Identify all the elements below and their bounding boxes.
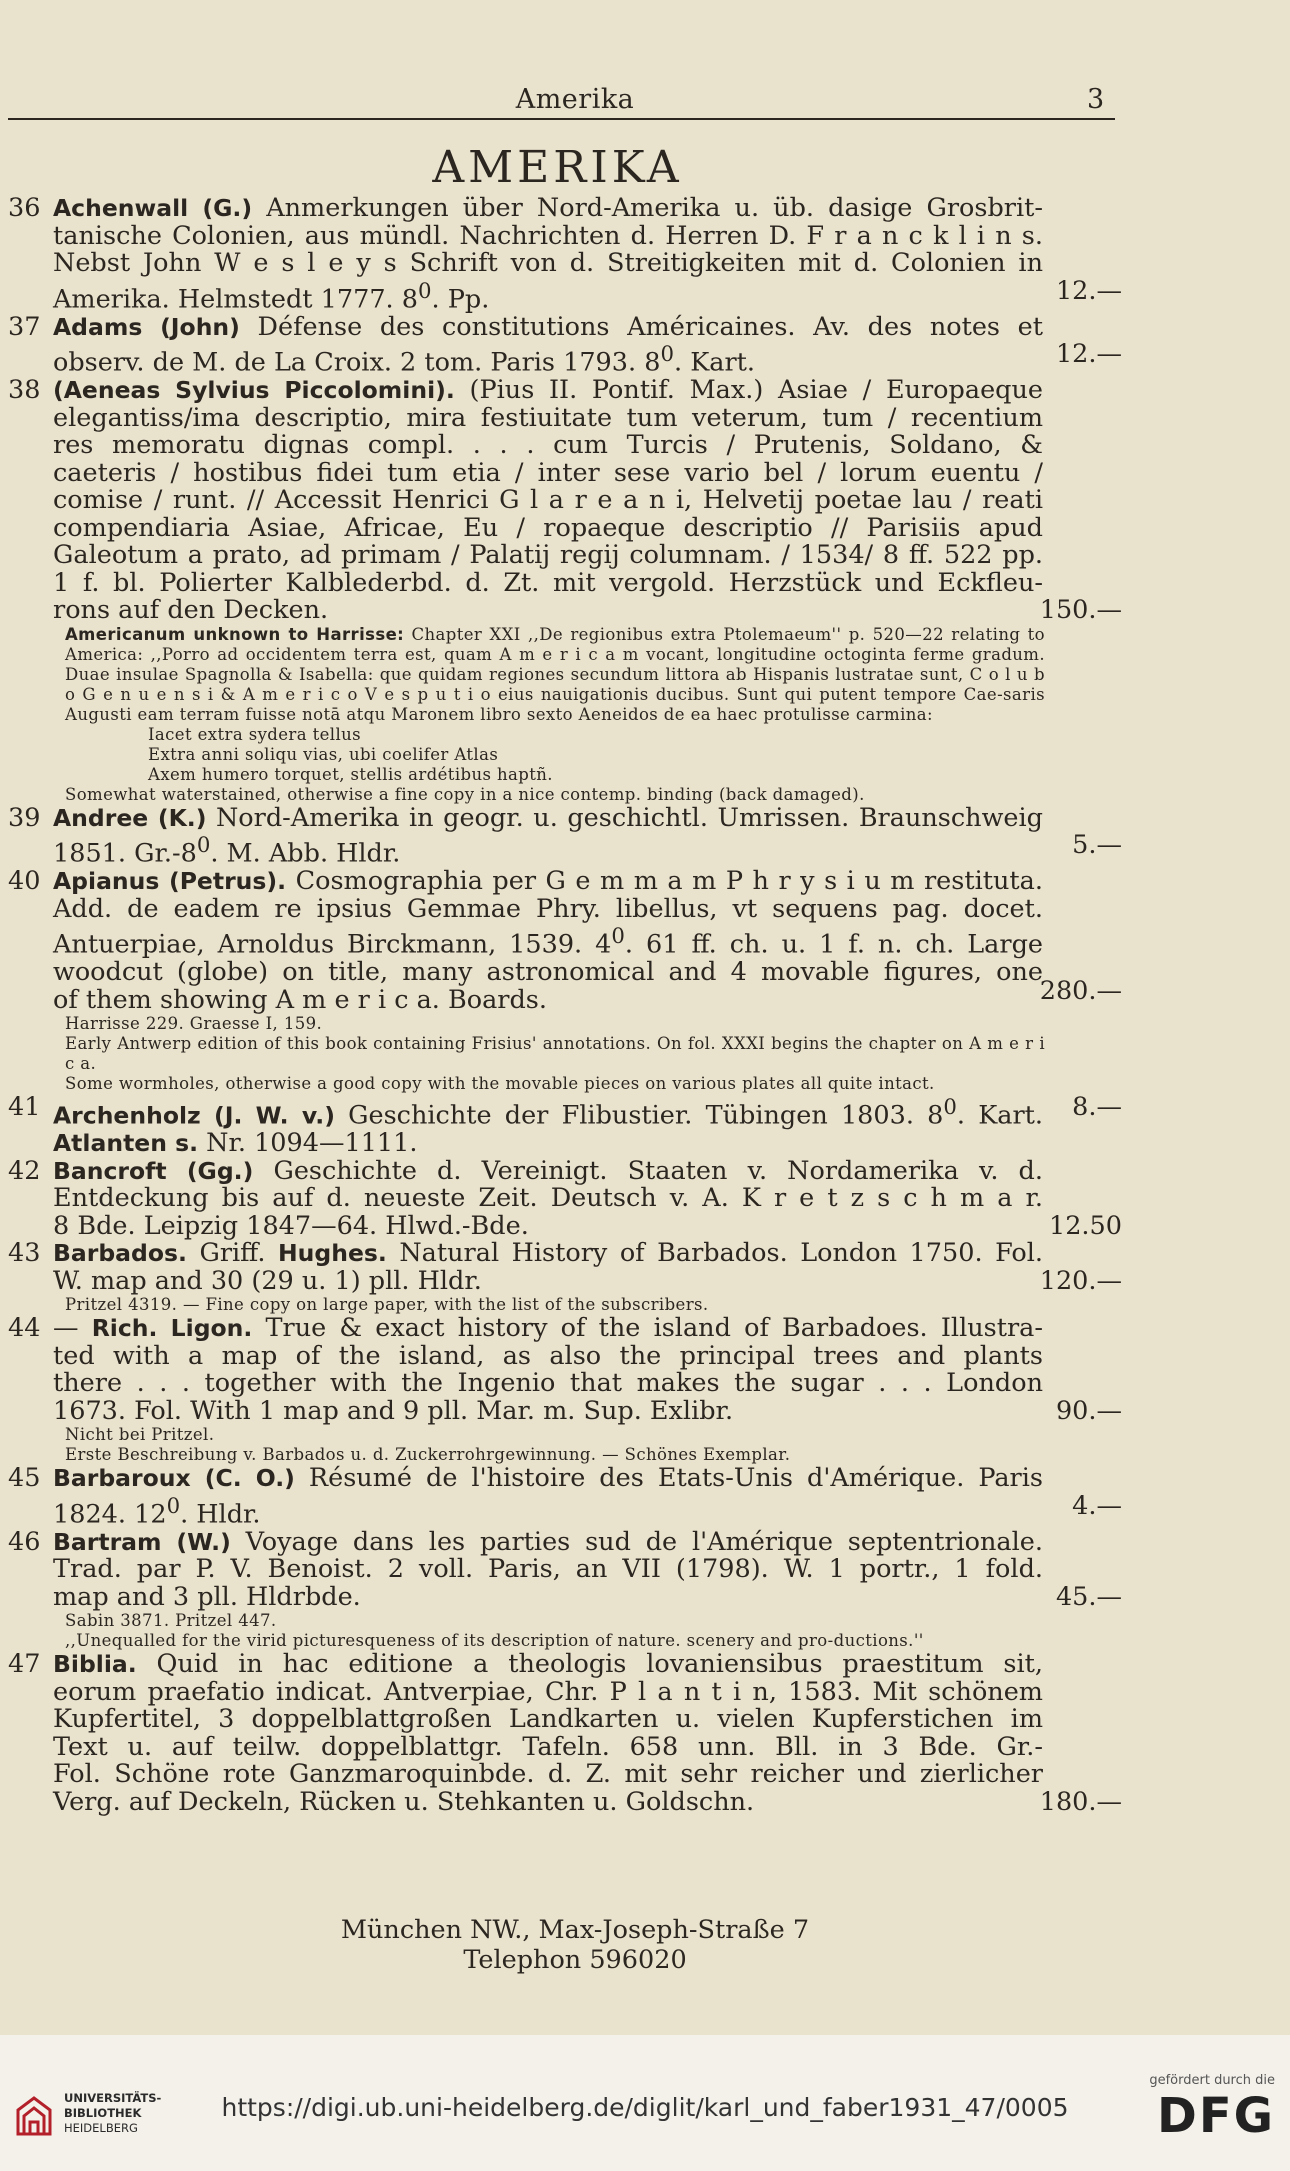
entry-line: tanische Colonien, aus mündl. Nachrichten d. Herren D. F r a n c k l i n s. xyxy=(53,220,1043,251)
page-number: 3 xyxy=(1087,84,1105,115)
entry-line: Apianus (Petrus). Cosmographia per G e m m a m P h r y s i u m restituta. xyxy=(53,866,1043,896)
section-heading: AMERIKA xyxy=(432,142,683,193)
entry-line: Fol. Schöne rote Ganzmaroquinbde. d. Z. mit sehr reicher und zierlicher xyxy=(53,1759,1043,1789)
verse-line: Extra anni soliqu vias, ubi coelifer Atlas xyxy=(148,744,499,764)
entry-line: comise / runt. // Accessit Henrici G l a r e a n i, Helvetij poetae lau / reati xyxy=(53,485,1043,515)
entry-line: of them showing A m e r i c a. Boards. xyxy=(53,984,548,1015)
entry-note: Harrisse 229. Graesse I, 159. xyxy=(65,1014,323,1033)
entry-line: there . . . together with the Ingenio that makes the sugar . . . London xyxy=(53,1368,1043,1398)
entry-line: rons auf den Decken. xyxy=(53,595,329,625)
library-line-2: BIBLIOTHEK xyxy=(64,2106,142,2120)
entry-line: Entdeckung bis auf d. neueste Zeit. Deutsch v. A. K r e t z s c h m a r. xyxy=(53,1183,1043,1213)
entry-price: 12.— xyxy=(1055,275,1122,306)
entry-price: 8.— xyxy=(1072,1092,1122,1122)
running-head xyxy=(0,84,1290,124)
entry-number: 47 xyxy=(8,1649,41,1679)
entry-description xyxy=(53,1315,1043,1425)
entry-note: Somewhat waterstained, otherwise a fine copy in a nice contemp. binding (back damaged). xyxy=(65,784,865,804)
entry-line: observ. de M. de La Croix. 2 tom. Paris 1793. $8^0$. Kart. xyxy=(53,342,755,378)
entry-line: Add. de eadem re ipsius Gemmae Phry. libellus, vt sequens pag. docet. xyxy=(53,893,1043,924)
verse-line: Axem humero torquet, stellis ardétibus haptñ. xyxy=(148,764,553,784)
entry-price: 5.— xyxy=(1072,830,1122,860)
catalog-entry xyxy=(8,311,1130,378)
entry-line: ted with a map of the island, as also the principal trees and plants xyxy=(53,1340,1043,1371)
entry-note: ,,Unequalled for the virid picturesqueness of its description of nature. scenery and pro-ductions.'' xyxy=(65,1631,924,1650)
entry-line: Barbados. Griff. Hughes. Natural History of Barbados. London 1750. Fol. xyxy=(53,1238,1043,1268)
entry-note: Pritzel 4319. — Fine copy on large paper, with the list of the subscribers. xyxy=(65,1295,709,1314)
entry-note: Sabin 3871. Pritzel 447. xyxy=(65,1611,277,1630)
entry-number: 36 xyxy=(8,193,41,223)
entry-description xyxy=(53,1465,1043,1529)
entry-line: elegantiss/ima descriptio, mira festiuitate tum veterum, tum / recentium xyxy=(53,402,1043,433)
entry-line: — Rich. Ligon. True & exact history of the island of Barbadoes. Illustra- xyxy=(53,1313,1043,1343)
entry-line: woodcut (globe) on title, many astronomical and 4 movable figures, one xyxy=(53,957,1043,987)
entry-line: Adams (John) Défense des constitutions Américaines. Av. des notes et xyxy=(53,311,1044,342)
running-title: Amerika xyxy=(515,84,635,115)
funding-note: gefördert durch die xyxy=(1149,2073,1275,2088)
entry-description xyxy=(53,377,1043,625)
dealer-telephone: Telephon 596020 xyxy=(463,1945,687,1975)
catalog-entry xyxy=(8,1315,1130,1465)
entry-description xyxy=(53,868,1043,1014)
entry-line: eorum praefatio indicat. Antverpiae, Chr. P l a n t i n, 1583. Mit schönem xyxy=(53,1676,1043,1707)
entry-line: Nebst John W e s l e y s Schrift von d. Streitigkeiten mit d. Colonien in xyxy=(53,248,1043,278)
catalog-entry xyxy=(8,802,1130,869)
entry-description xyxy=(53,1651,1043,1816)
entry-line: res memoratu dignas compl. . . . cum Turcis / Prutenis, Soldano, & xyxy=(53,430,1043,460)
entry-number: 42 xyxy=(8,1155,41,1186)
entry-line: 8 Bde. Leipzig 1847—64. Hlwd.-Bde. xyxy=(53,1210,529,1241)
entry-line: Atlanten s. Nr. 1094—1111. xyxy=(53,1128,418,1158)
entry-line: Andree (K.) Nord-Amerika in geogr. u. geschichtl. Umrissen. Braunschweig xyxy=(53,802,1043,833)
entry-line: Bancroft (Gg.) Geschichte d. Vereinigt. Staaten v. Nordamerika v. d. xyxy=(53,1155,1043,1186)
entry-line: Barbaroux (C. O.) Résumé de l'histoire des Etats-Unis d'Amérique. Paris xyxy=(53,1463,1043,1493)
entry-price: 120.— xyxy=(1039,1265,1122,1296)
verse-line: Iacet extra sydera tellus xyxy=(148,724,362,744)
entry-note: Some wormholes, otherwise a good copy with the movable pieces on various plates all quite intact. xyxy=(65,1074,935,1093)
entry-description xyxy=(53,1240,1043,1295)
entry-price: 45.— xyxy=(1055,1581,1122,1612)
entry-line: 1851. $Gr.-8^0$. M. Abb. Hldr. xyxy=(53,833,401,869)
entry-line: Biblia. Quid in hac editione a theologis lovaniensibus praestitum sit, xyxy=(53,1649,1043,1679)
entry-note: Nicht bei Pritzel. xyxy=(65,1425,215,1444)
entry-number: 38 xyxy=(8,375,41,405)
entry-line: caeteris / hostibus fidei tum etia / inter sese vario bel / lorum euentu / xyxy=(53,457,1043,488)
catalog-entry xyxy=(8,377,1130,805)
entry-line: Kupfertitel, 3 doppelblattgroßen Landkarten u. vielen Kupferstichen im xyxy=(53,1704,1043,1734)
catalog-entry xyxy=(8,868,1130,1094)
entry-description xyxy=(53,1526,1043,1612)
entry-note: Early Antwerp edition of this book containing Frisius' annotations. On fol. XXXI begins the chapter on A m e r i c a. xyxy=(65,1034,1045,1073)
entry-line: W. map and 30 (29 u. 1) pll. Hldr. xyxy=(53,1265,482,1296)
entry-number: 39 xyxy=(8,802,41,833)
entry-price: 150.— xyxy=(1039,595,1122,625)
header-rule xyxy=(8,118,1115,120)
entry-line: Archenholz (J. W. v.) Geschichte der Flibustier. Tübingen 1803. $8^0$. Kart. xyxy=(53,1095,1043,1131)
entry-line: map and 3 pll. Hldrbde. xyxy=(53,1581,361,1612)
funder-name: DFG xyxy=(1156,2088,1275,2144)
entry-line: Text u. auf teilw. doppelblattgr. Tafeln. 658 unn. Bll. in 3 Bde. Gr.- xyxy=(53,1731,1043,1762)
entry-line: compendiaria Asiae, Africae, Eu / ropaeque descriptio // Parisiis apud xyxy=(53,512,1043,543)
entry-line: Achenwall (G.) Anmerkungen über Nord-Amerika u. üb. dasige Grosbrit- xyxy=(53,193,1043,223)
entry-number: 43 xyxy=(8,1238,41,1268)
dealer-address-block xyxy=(0,1915,1150,1975)
entry-line: Trad. par P. V. Benoist. 2 voll. Paris, an VII (1798). W. 1 portr., 1 fold. xyxy=(53,1554,1043,1584)
entry-note: Americanum unknown to Harrisse: Chapter XXI ,,De regionibus extra Ptolemaeum'' p. 520—22 relating to America: ,,Porro ad occidentem terra est, quam A m e r i c a m vocant, longitudine octoginta ferme gradum. Duae insulae Spagnolla & Isabella: que quidam regiones secundum littora ab Hispanis lustratae sunt, C o l u b o G e n u e n s i & A m e r i c o V e s p u t i o eius nauigationis ducibus. Sunt qui putent tempore Cae-saris Augusti eam terram fuisse notā atqu Maronem libro sexto Aeneidos de ea haec protulisse carmina: xyxy=(65,624,1045,724)
catalog-entry xyxy=(8,1651,1130,1816)
entry-line: 1673. Fol. With 1 map and 9 pll. Mar. m. Sup. Exlibr. xyxy=(53,1395,734,1426)
entry-description xyxy=(53,1155,1043,1241)
catalog-entry xyxy=(8,1094,1130,1158)
entry-number: 41 xyxy=(8,1092,41,1122)
entry-number: 46 xyxy=(8,1526,41,1557)
library-line-3: HEIDELBERG xyxy=(64,2121,138,2135)
dealer-address: München NW., Max-Joseph-Straße 7 xyxy=(340,1915,810,1945)
entry-number: 44 xyxy=(8,1313,41,1343)
entry-description xyxy=(53,1094,1043,1158)
entry-note: Erste Beschreibung v. Barbados u. d. Zuckerrohrgewinnung. — Schönes Exemplar. xyxy=(65,1445,791,1464)
entry-line: (Aeneas Sylvius Piccolomini). (Pius II. Pontif. Max.) Asiae / Europaeque xyxy=(53,375,1043,405)
entry-line: Verg. auf Deckeln, Rücken u. Stehkanten u. Goldschn. xyxy=(53,1786,755,1817)
entry-price: 90.— xyxy=(1055,1395,1122,1426)
entry-number: 37 xyxy=(8,311,41,342)
entry-price: 12.— xyxy=(1055,339,1122,369)
entry-number: 40 xyxy=(8,866,41,896)
entry-price: 280.— xyxy=(1039,976,1122,1006)
catalog-entry xyxy=(8,1465,1130,1529)
entry-line: Bartram (W.) Voyage dans les parties sud de l'Amérique septentrionale. xyxy=(53,1526,1043,1557)
catalog-entry xyxy=(8,1240,1130,1315)
permalink-url[interactable]: https://digi.ub.uni-heidelberg.de/diglit/karl_und_faber1931_47/0005 xyxy=(221,2093,1069,2122)
entry-description xyxy=(53,311,1044,378)
entry-number: 45 xyxy=(8,1463,41,1493)
catalog-entries xyxy=(8,195,1130,1816)
entry-line: Amerika. Helmstedt 1777. $8^0$. Pp. xyxy=(53,278,490,314)
entry-line: 1 f. bl. Polierter Kalblederbd. d. Zt. mit vergold. Herzstück und Eckfleu- xyxy=(53,567,1043,598)
catalog-entry xyxy=(8,1155,1130,1241)
dfg-logo[interactable] xyxy=(1145,2073,1280,2153)
entry-description xyxy=(53,802,1043,869)
entry-price: 4.— xyxy=(1072,1490,1122,1521)
catalog-entry xyxy=(8,195,1130,314)
entry-line: 1824. $12^0$. Hldr. xyxy=(53,1493,261,1529)
entry-line: Antuerpiae, Arnoldus Birckmann, 1539. $4^0$. 61 ff. ch. u. 1 f. n. ch. Large xyxy=(53,924,1043,960)
entry-description xyxy=(53,195,1043,314)
entry-price: 12.50 xyxy=(1048,1210,1122,1241)
entry-price: 180.— xyxy=(1039,1786,1122,1817)
library-line-1: UNIVERSITÄTS- xyxy=(64,2091,162,2105)
catalog-entry xyxy=(8,1526,1130,1652)
entry-line: Galeotum a prato, ad primam / Palatij regij columnam. / 1534/ 8 ff. 522 pp. xyxy=(53,540,1043,570)
